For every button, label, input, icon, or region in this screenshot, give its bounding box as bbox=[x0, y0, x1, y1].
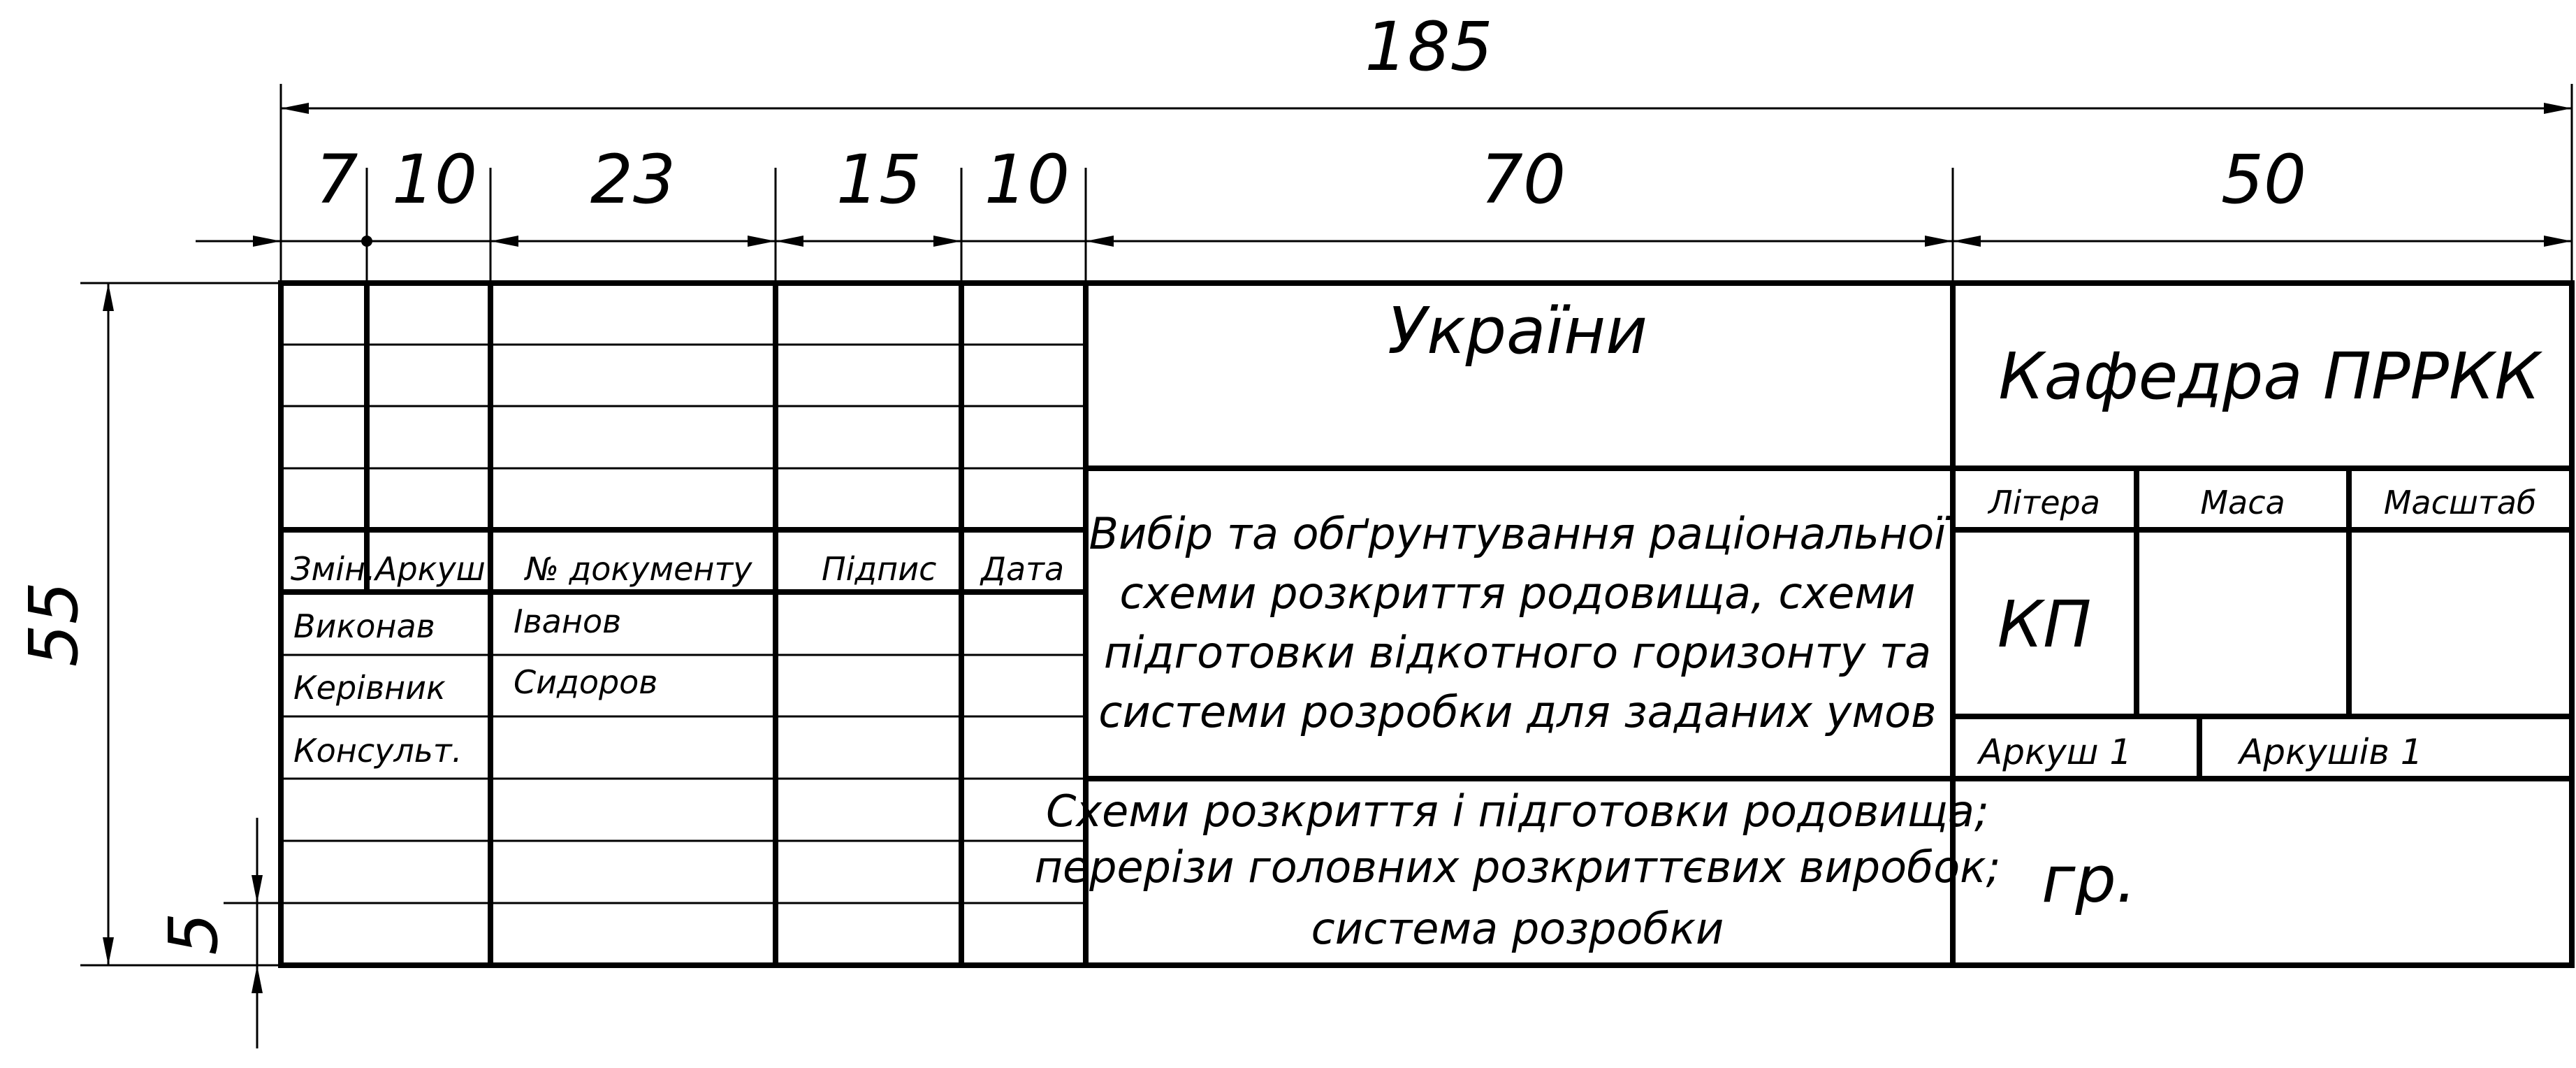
dim-col-2: 10 bbox=[391, 140, 478, 219]
role-supervisor: Керівник bbox=[293, 669, 446, 707]
role-consultant: Консульт. bbox=[293, 732, 463, 770]
drawing-content-line-3: система розробки bbox=[1311, 903, 1724, 954]
role-performed-by: Виконав bbox=[293, 607, 435, 645]
dim-col-4: 15 bbox=[836, 140, 922, 219]
document-title-line-4: системи розробки для заданих умов bbox=[1098, 686, 1937, 737]
name-performed-by: Іванов bbox=[514, 602, 622, 640]
document-title-line-1: Вибір та обґрунтування раціональної bbox=[1089, 508, 1946, 559]
header-sheet: Аркуш bbox=[375, 550, 486, 588]
mass-label: Маса bbox=[2200, 484, 2285, 521]
department-name: Кафедра ПРРКК bbox=[1998, 339, 2540, 414]
sheet-number: Аркуш 1 bbox=[1979, 732, 2132, 772]
drawing-content-line-1: Схеми розкриття і підготовки родовища; bbox=[1046, 786, 1989, 837]
dim-row-height: 5 bbox=[154, 912, 233, 955]
dim-col-5: 10 bbox=[984, 140, 1070, 219]
drawing-content-line-2: перерізи головних розкриттєвих виробок; bbox=[1034, 842, 2001, 893]
header-date: Дата bbox=[981, 550, 1065, 588]
scale-label: Масштаб bbox=[2383, 484, 2537, 521]
group-label: гр. bbox=[2042, 842, 2137, 917]
sheet-count: Аркушів 1 bbox=[2239, 732, 2423, 772]
header-signature: Підпис bbox=[822, 550, 937, 588]
dim-total-width: 185 bbox=[1365, 8, 1493, 86]
document-title-line-3: підготовки відкотного горизонту та bbox=[1103, 627, 1932, 678]
dimension-node bbox=[361, 236, 372, 247]
document-title-line-2: схеми розкриття родовища, схеми bbox=[1119, 568, 1916, 619]
dim-col-6: 70 bbox=[1480, 140, 1566, 219]
dim-col-3: 23 bbox=[590, 140, 676, 219]
header-changes: Змін. bbox=[291, 550, 376, 588]
header-document-number: № документу bbox=[525, 550, 752, 588]
litera-value: КП bbox=[1997, 587, 2092, 662]
organization-name: України bbox=[1388, 294, 1647, 368]
dim-col-1: 7 bbox=[315, 140, 358, 219]
dim-col-7: 50 bbox=[2220, 140, 2307, 219]
litera-label: Літера bbox=[1988, 484, 2100, 521]
name-supervisor: Сидоров bbox=[514, 663, 658, 701]
dim-total-height: 55 bbox=[15, 581, 93, 668]
